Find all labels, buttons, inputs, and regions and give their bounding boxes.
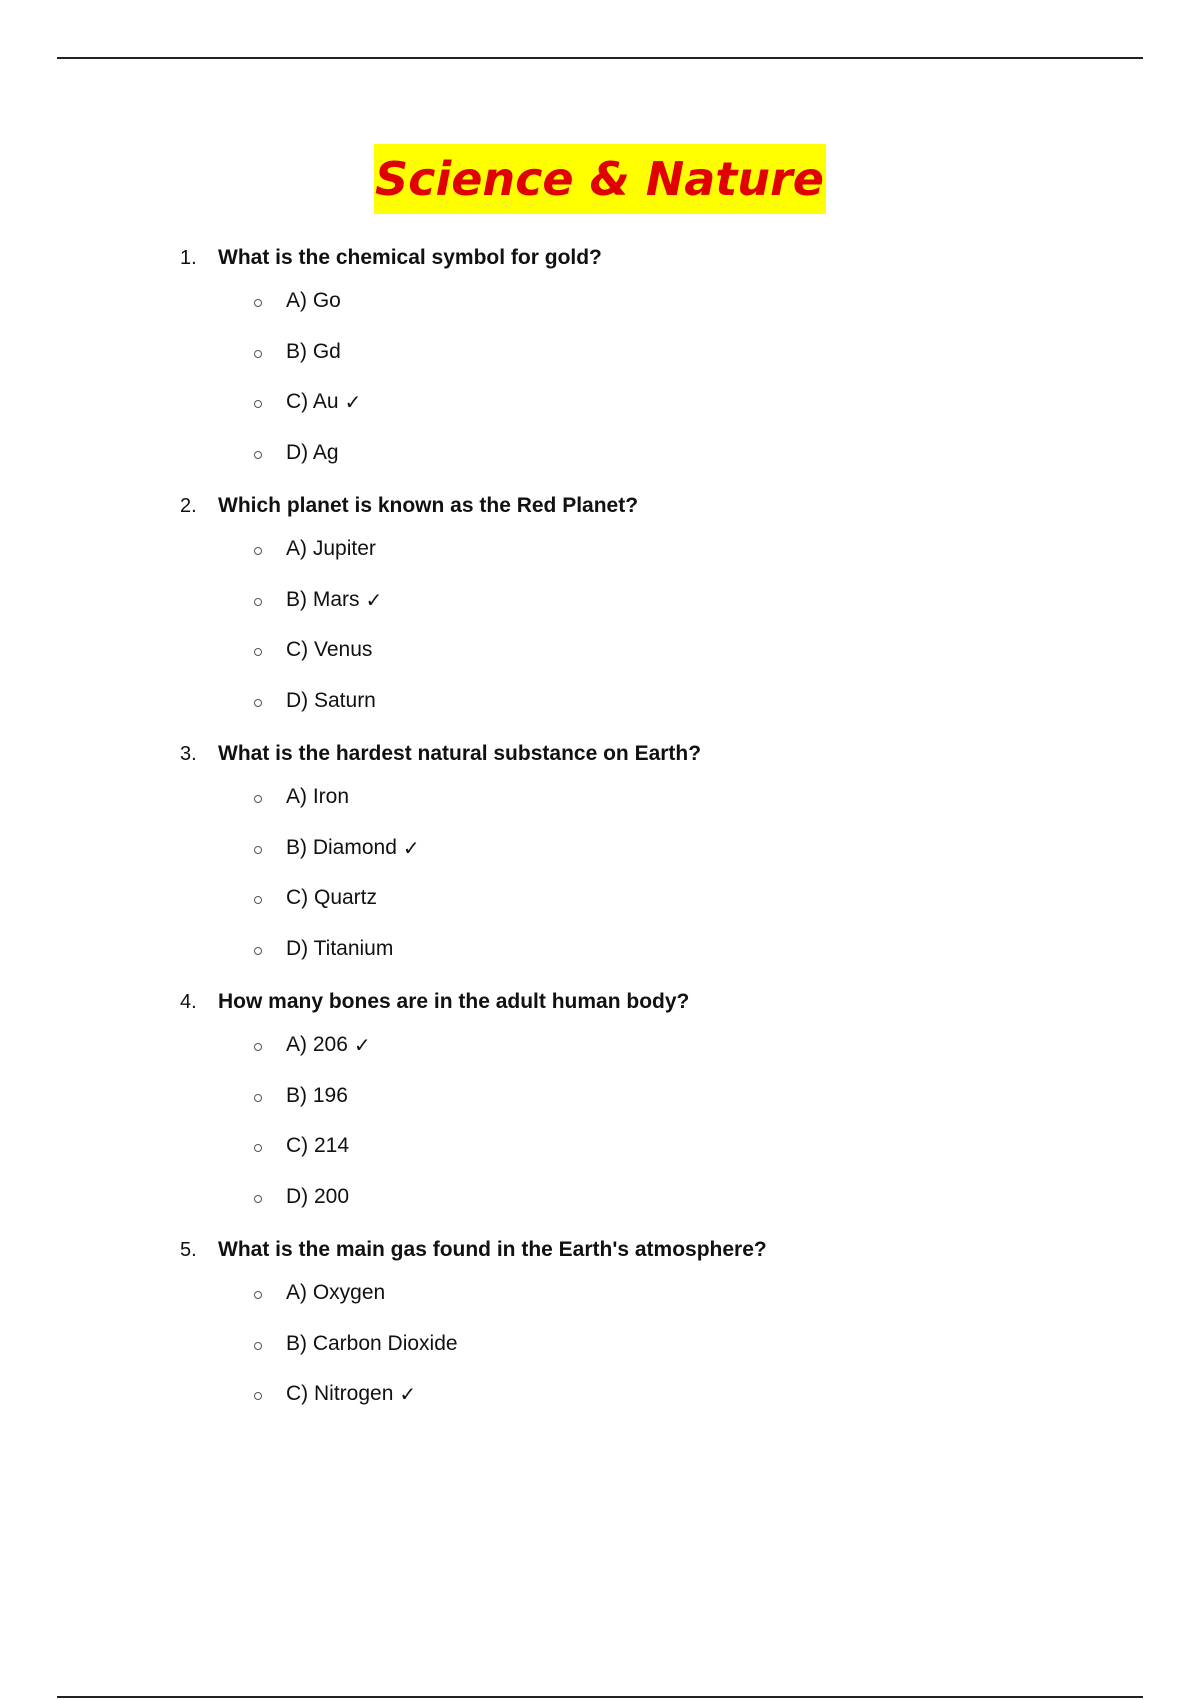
question-4 bbox=[180, 984, 1140, 1222]
answer-option bbox=[254, 1319, 1140, 1370]
option-label: A) Oxygen bbox=[286, 1281, 386, 1305]
circle-bullet-icon bbox=[254, 451, 262, 459]
circle-bullet-icon bbox=[254, 1291, 262, 1299]
question-number: 2. bbox=[180, 495, 197, 517]
answer-option bbox=[254, 575, 1140, 626]
circle-bullet-icon bbox=[254, 1195, 262, 1203]
checkmark-icon: ✓ bbox=[353, 1033, 371, 1058]
answer-option bbox=[254, 1020, 1140, 1071]
answer-option bbox=[254, 276, 1140, 327]
circle-bullet-icon bbox=[254, 547, 262, 555]
circle-bullet-icon bbox=[254, 947, 262, 955]
answer-option bbox=[254, 823, 1140, 874]
option-label: B) Mars bbox=[286, 587, 360, 611]
circle-bullet-icon bbox=[254, 1043, 262, 1051]
question-number: 1. bbox=[180, 247, 197, 269]
question-number: 3. bbox=[180, 743, 197, 765]
question-number: 5. bbox=[180, 1239, 197, 1261]
option-label: B) 196 bbox=[286, 1083, 348, 1107]
question-1 bbox=[180, 240, 1140, 478]
circle-bullet-icon bbox=[254, 299, 262, 307]
checkmark-icon: ✓ bbox=[399, 1382, 417, 1407]
circle-bullet-icon bbox=[254, 1094, 262, 1102]
checkmark-icon: ✓ bbox=[402, 835, 420, 860]
option-label: B) Gd bbox=[286, 339, 341, 363]
option-label: A) Iron bbox=[286, 785, 350, 809]
top-rule bbox=[57, 57, 1143, 59]
circle-bullet-icon bbox=[254, 1342, 262, 1350]
option-label: C) Au bbox=[286, 390, 339, 414]
question-header bbox=[180, 1232, 1140, 1268]
page-title: Science & Nature bbox=[374, 144, 826, 214]
answer-option bbox=[254, 1121, 1140, 1172]
question-text: What is the main gas found in the Earth's atmosphere? bbox=[218, 1238, 767, 1261]
option-label: A) 206 bbox=[286, 1033, 348, 1057]
answer-option bbox=[254, 772, 1140, 823]
answer-option bbox=[254, 873, 1140, 924]
answer-option bbox=[254, 625, 1140, 676]
question-text: What is the chemical symbol for gold? bbox=[218, 246, 602, 269]
circle-bullet-icon bbox=[254, 400, 262, 408]
option-label: B) Diamond bbox=[286, 835, 397, 859]
circle-bullet-icon bbox=[254, 598, 262, 606]
question-text: What is the hardest natural substance on Earth? bbox=[218, 742, 702, 765]
option-label: B) Carbon Dioxide bbox=[286, 1331, 458, 1355]
circle-bullet-icon bbox=[254, 795, 262, 803]
option-label: D) Ag bbox=[286, 440, 339, 464]
title-block bbox=[0, 144, 1200, 214]
question-header bbox=[180, 736, 1140, 772]
option-list bbox=[180, 1268, 1140, 1420]
question-2 bbox=[180, 488, 1140, 726]
question-list bbox=[180, 240, 1140, 1430]
answer-option bbox=[254, 524, 1140, 575]
option-label: D) Titanium bbox=[286, 936, 394, 960]
answer-option bbox=[254, 676, 1140, 727]
question-text: Which planet is known as the Red Planet? bbox=[218, 494, 639, 517]
question-header bbox=[180, 488, 1140, 524]
circle-bullet-icon bbox=[254, 846, 262, 854]
option-label: C) Venus bbox=[286, 638, 373, 662]
checkmark-icon: ✓ bbox=[365, 587, 383, 612]
option-label: C) Nitrogen bbox=[286, 1382, 394, 1406]
answer-option bbox=[254, 377, 1140, 428]
option-label: A) Go bbox=[286, 289, 341, 313]
option-label: D) 200 bbox=[286, 1184, 350, 1208]
option-label: A) Jupiter bbox=[286, 537, 376, 561]
question-3 bbox=[180, 736, 1140, 974]
question-5 bbox=[180, 1232, 1140, 1420]
circle-bullet-icon bbox=[254, 1392, 262, 1400]
option-label: C) Quartz bbox=[286, 886, 378, 910]
answer-option bbox=[254, 327, 1140, 378]
question-number: 4. bbox=[180, 991, 197, 1013]
option-label: C) 214 bbox=[286, 1134, 350, 1158]
answer-option bbox=[254, 1369, 1140, 1420]
option-list bbox=[180, 1020, 1140, 1222]
circle-bullet-icon bbox=[254, 699, 262, 707]
checkmark-icon: ✓ bbox=[344, 390, 362, 415]
option-list bbox=[180, 276, 1140, 478]
bottom-rule bbox=[57, 1696, 1143, 1698]
question-text: How many bones are in the adult human body? bbox=[218, 990, 690, 1013]
answer-option bbox=[254, 428, 1140, 479]
option-list bbox=[180, 524, 1140, 726]
answer-option bbox=[254, 1268, 1140, 1319]
option-list bbox=[180, 772, 1140, 974]
question-header bbox=[180, 984, 1140, 1020]
answer-option bbox=[254, 1071, 1140, 1122]
question-header bbox=[180, 240, 1140, 276]
circle-bullet-icon bbox=[254, 648, 262, 656]
answer-option bbox=[254, 1172, 1140, 1223]
circle-bullet-icon bbox=[254, 896, 262, 904]
option-label: D) Saturn bbox=[286, 688, 376, 712]
circle-bullet-icon bbox=[254, 350, 262, 358]
answer-option bbox=[254, 924, 1140, 975]
circle-bullet-icon bbox=[254, 1144, 262, 1152]
